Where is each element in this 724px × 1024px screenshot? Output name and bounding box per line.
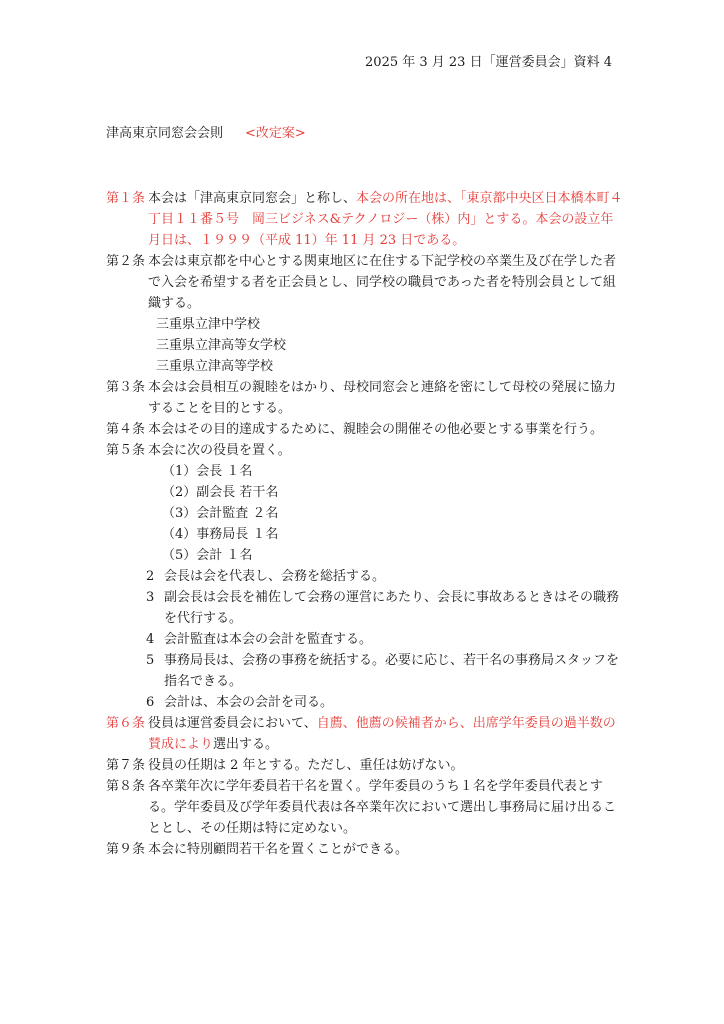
article-text: 本会は会員相互の親睦をはかり、母校同窓会と連絡を密にして母校の発展に協力することを目的とする。 xyxy=(148,380,617,416)
clause-text: 会計は、本会の会計を司る。 xyxy=(164,695,334,710)
revision-tag: <改定案> xyxy=(245,126,306,141)
clause-text: 会計監査は本会の会計を監査する。 xyxy=(164,632,373,647)
article-number: 第３条 xyxy=(106,380,146,395)
article-5 xyxy=(106,440,626,461)
article-4 xyxy=(106,419,626,440)
role-item: （1）会長 １名 xyxy=(162,464,253,479)
article-number: 第５条 xyxy=(106,443,146,458)
clause-text: 副会長は会長を補佐して会務の運営にあたり、会長に事故あるときはその職務を代行する。 xyxy=(164,590,620,626)
article-text-revised: 本会の所在地は、「東京都中央区日本橋本町４丁目１１番５号 岡三ビジネス&テクノロジー（株）内」とする。本会の設立年月日は、１９９９（平成 11）年 11 月 23 日である。 xyxy=(148,191,623,248)
article-text: 本会に特別顧問若干名を置くことができる。 xyxy=(148,842,409,857)
article-3 xyxy=(106,377,626,419)
article-number: 第９条 xyxy=(106,842,146,857)
role-item: （4）事務局長 １名 xyxy=(162,527,279,542)
role-item: （5）会計 １名 xyxy=(162,548,253,563)
clause-number: 6 xyxy=(146,695,155,710)
article-text: 本会は「津高東京同窓会」と称し、 xyxy=(148,191,357,206)
school-item: 三重県立津中学校 xyxy=(156,317,261,332)
article-number: 第８条 xyxy=(106,779,146,794)
article-number: 第６条 xyxy=(106,716,146,731)
article-text: 役員は運営委員会において、 xyxy=(148,716,317,731)
clause-text: 事務局長は、会務の事務を統括する。必要に応じ、若干名の事務局スタッフを指名できる。 xyxy=(164,653,620,689)
article-text: 各卒業年次に学年委員若干名を置く。学年委員のうち１名を学年委員代表とする。学年委員及び学年委員代表は各卒業年次において選出し事務局に届け出ることとし、その任期は特に定めない。 xyxy=(148,779,617,836)
article-6 xyxy=(106,713,626,755)
role-item: （2）副会長 若干名 xyxy=(162,485,279,500)
clause-item xyxy=(106,587,626,629)
article-2 xyxy=(106,251,626,314)
article-number: 第２条 xyxy=(106,254,146,269)
clause-text: 会長は会を代表し、会務を総括する。 xyxy=(164,569,386,584)
article-text-revised: 自薦、他薦の候補者から、出席学年委員の過半数の賛成により xyxy=(148,716,616,752)
article-8 xyxy=(106,776,626,839)
school-item: 三重県立津高等学校 xyxy=(156,359,274,374)
clause-item xyxy=(106,650,626,692)
role-item: （3）会計監査 ２名 xyxy=(162,506,279,521)
article-number: 第４条 xyxy=(106,422,146,437)
article-number: 第１条 xyxy=(106,191,146,206)
title-text: 津高東京同窓会会則 xyxy=(106,126,224,141)
clause-number: 4 xyxy=(146,632,155,647)
school-item: 三重県立津高等女学校 xyxy=(156,338,287,353)
clause-number: 5 xyxy=(146,653,155,668)
clause-item xyxy=(106,629,626,650)
article-7 xyxy=(106,755,626,776)
article-text-tail: 選出する。 xyxy=(213,737,279,752)
article-text: 役員の任期は 2 年とする。ただし、重任は妨げない。 xyxy=(148,758,464,773)
article-number: 第７条 xyxy=(106,758,146,773)
article-text: 本会はその目的達成するために、親睦会の開催その他必要とする事業を行う。 xyxy=(148,422,604,437)
article-1 xyxy=(106,188,626,251)
clause-number: 3 xyxy=(146,590,155,605)
articles-body xyxy=(106,188,626,860)
clause-item xyxy=(106,692,626,713)
article-text: 本会は東京都を中心とする関東地区に在住する下記学校の卒業生及び在学した者で入会を希望する者を正会員とし、同学校の職員であった者を特別会員として組織する。 xyxy=(148,254,617,311)
article-text: 本会に次の役員を置く。 xyxy=(148,443,291,458)
clause-item xyxy=(106,566,626,587)
clause-number: 2 xyxy=(146,569,155,584)
header-note: 2025 年 3 月 23 日「運営委員会」資料 4 xyxy=(365,55,612,70)
document-title xyxy=(106,122,306,141)
article-9 xyxy=(106,839,626,860)
